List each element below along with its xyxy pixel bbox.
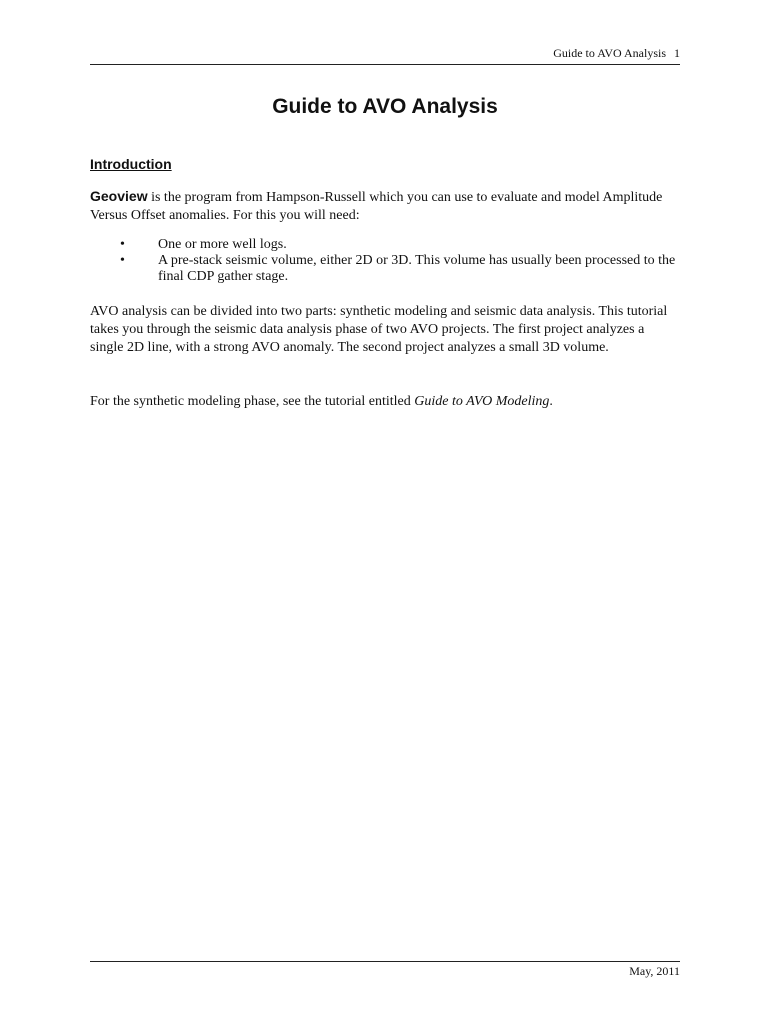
bullet-marker: • [120,253,125,268]
running-title: Guide to AVO Analysis [553,46,666,60]
list-item-text: A pre-stack seismic volume, either 2D or 3D. This volume has usually been processed to the final CDP gather stage. [158,253,676,284]
document-title: Guide to AVO Analysis [272,95,498,118]
section-heading-introduction: Introduction [90,156,172,172]
modeling-text: For the synthetic modeling phase, see the tutorial entitled [90,394,415,409]
modeling-suffix: . [549,394,553,409]
running-header [90,46,680,60]
requirements-list [90,237,680,285]
tutorial-reference: Guide to AVO Modeling [414,394,550,409]
analysis-paragraph: AVO analysis can be divided into two parts: synthetic modeling and seismic data analysis. This tutorial takes you through the seismic data analysis phase of two AVO projects. The first project analyzes a single 2D line, with a strong AVO anomaly. The second project analyzes a small 3D volume. [90,304,668,355]
bullet-marker: • [120,237,125,252]
header-rule [90,64,680,65]
list-item-text: One or more well logs. [158,237,287,252]
product-name: Geoview [90,188,148,204]
modeling-paragraph [90,393,680,411]
list-item [90,253,680,285]
list-item [90,237,680,253]
page-number: 1 [674,46,680,60]
intro-text: is the program from Hampson-Russell which you can use to evaluate and model Amplitude Versus Offset anomalies. For this you will need: [90,190,663,223]
footer-rule [90,961,680,962]
footer-date: May, 2011 [629,964,680,978]
intro-paragraph [90,187,680,225]
